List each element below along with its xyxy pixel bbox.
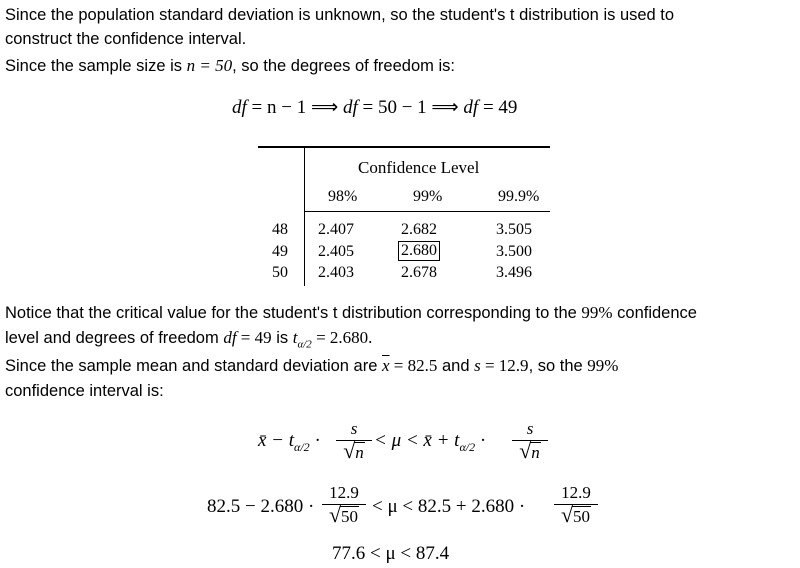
intro-line-3-pre: Since the sample size is xyxy=(5,57,187,75)
row-df: 48 xyxy=(272,221,288,238)
df-value: = 49 xyxy=(236,328,272,347)
notice-line-2-pre: level and degrees of freedom xyxy=(5,329,224,347)
ci-result: 77.6 < μ < 87.4 xyxy=(332,543,450,564)
table-cell: 2.405 xyxy=(318,243,354,260)
notice-line-2 xyxy=(5,327,372,355)
sample-size-math: n = 50 xyxy=(186,56,233,75)
fraction-denominator: n xyxy=(355,443,364,462)
column-header: 99.9% xyxy=(498,188,540,205)
confidence-percent: 99% xyxy=(587,356,619,375)
ci-numeric-middle-text: < μ < 82.5 + 2.680 · xyxy=(372,496,526,517)
multiply-dot: · xyxy=(475,430,487,451)
intro-line-3-post: , so the degrees of freedom is: xyxy=(232,57,455,75)
table-cell: 2.682 xyxy=(401,221,437,238)
intro-line-3 xyxy=(5,55,455,77)
fraction-denominator: 50 xyxy=(341,507,358,526)
numeric-fraction xyxy=(554,482,598,529)
t-symbol: t xyxy=(292,328,298,347)
numeric-fraction xyxy=(322,482,366,529)
table-top-rule xyxy=(258,146,550,148)
notice-line-1-pre: Notice that the critical value for the student's t distribution corresponding to the xyxy=(5,304,582,322)
ci-numeric-middle xyxy=(372,496,525,518)
alpha-half-subscript: α/2 xyxy=(459,439,476,454)
table-cell: 2.403 xyxy=(318,264,354,281)
ci-middle-expression: < μ < x̄ + t xyxy=(374,430,460,451)
df-symbol: df xyxy=(463,97,479,118)
alpha-half-subscript: α/2 xyxy=(297,338,312,351)
row-df: 50 xyxy=(272,264,288,281)
column-header: 98% xyxy=(328,188,358,205)
fraction-numerator: 12.9 xyxy=(561,483,591,502)
square-root: √ 50 xyxy=(561,502,590,527)
fraction-numerator: s xyxy=(350,419,358,438)
sample-sd-symbol: s xyxy=(474,356,481,375)
intro-line-1: Since the population standard deviation is unknown, so the student's t distribution is used to xyxy=(5,6,675,24)
df-eq-part2: = n − 1 ⟹ xyxy=(246,97,343,118)
t-distribution-table xyxy=(258,146,550,286)
fraction-denominator: n xyxy=(531,443,540,462)
table-header: Confidence Level xyxy=(358,158,480,177)
notice-line-4: confidence interval is: xyxy=(5,382,164,400)
fraction-numerator: 12.9 xyxy=(329,483,359,502)
t-value: = 2.680. xyxy=(311,328,373,347)
sample-mean-symbol: $\overline{x}$ xyxy=(382,356,390,375)
confidence-percent: 99% xyxy=(581,303,613,322)
ci-left-expression: x̄ − t xyxy=(258,430,295,451)
alpha-half-subscript: α/2 xyxy=(294,439,310,454)
square-root: √ n xyxy=(519,438,540,463)
table-cell: 2.407 xyxy=(318,221,354,238)
table-vertical-rule xyxy=(304,146,305,286)
intro-line-2: construct the confidence interval. xyxy=(5,30,247,48)
table-cell: 3.505 xyxy=(496,221,532,238)
ci-numeric-left: 82.5 − 2.680 · xyxy=(207,496,315,517)
df-symbol: df xyxy=(232,97,247,118)
highlighted-critical-value: 2.680 xyxy=(398,241,440,261)
fraction-numerator: s xyxy=(526,419,534,438)
df-symbol: df xyxy=(342,97,358,118)
sample-sd-value: = 12.9 xyxy=(480,356,529,375)
notice-line-3-post: , so the xyxy=(528,357,588,375)
sample-mean-value: = 82.5 xyxy=(389,356,438,375)
table-cell: 3.496 xyxy=(496,264,532,281)
s-over-root-n-fraction xyxy=(336,418,372,465)
column-header: 99% xyxy=(413,188,443,205)
square-root: √ n xyxy=(343,438,364,463)
multiply-dot: · xyxy=(309,430,321,451)
table-cell: 2.678 xyxy=(401,264,437,281)
df-eq-part4: = 50 − 1 ⟹ xyxy=(357,97,464,118)
df-symbol: df xyxy=(223,328,237,347)
notice-line-1-post: confidence xyxy=(612,304,697,322)
ci-formula-left xyxy=(258,430,321,455)
df-equation xyxy=(232,96,517,119)
s-over-root-n-fraction xyxy=(512,418,548,465)
table-cell: 3.500 xyxy=(496,243,532,260)
df-eq-part6: = 49 xyxy=(478,97,518,118)
notice-line-3-pre: Since the sample mean and standard deviation are xyxy=(5,357,382,375)
ci-formula-right xyxy=(374,430,486,455)
notice-is: is xyxy=(271,329,293,347)
notice-line-3 xyxy=(5,355,618,377)
square-root: √ 50 xyxy=(329,502,358,527)
row-df: 49 xyxy=(272,243,288,260)
notice-and: and xyxy=(437,357,475,375)
table-header-rule xyxy=(304,211,550,212)
fraction-denominator: 50 xyxy=(573,507,590,526)
notice-line-1 xyxy=(5,302,697,324)
